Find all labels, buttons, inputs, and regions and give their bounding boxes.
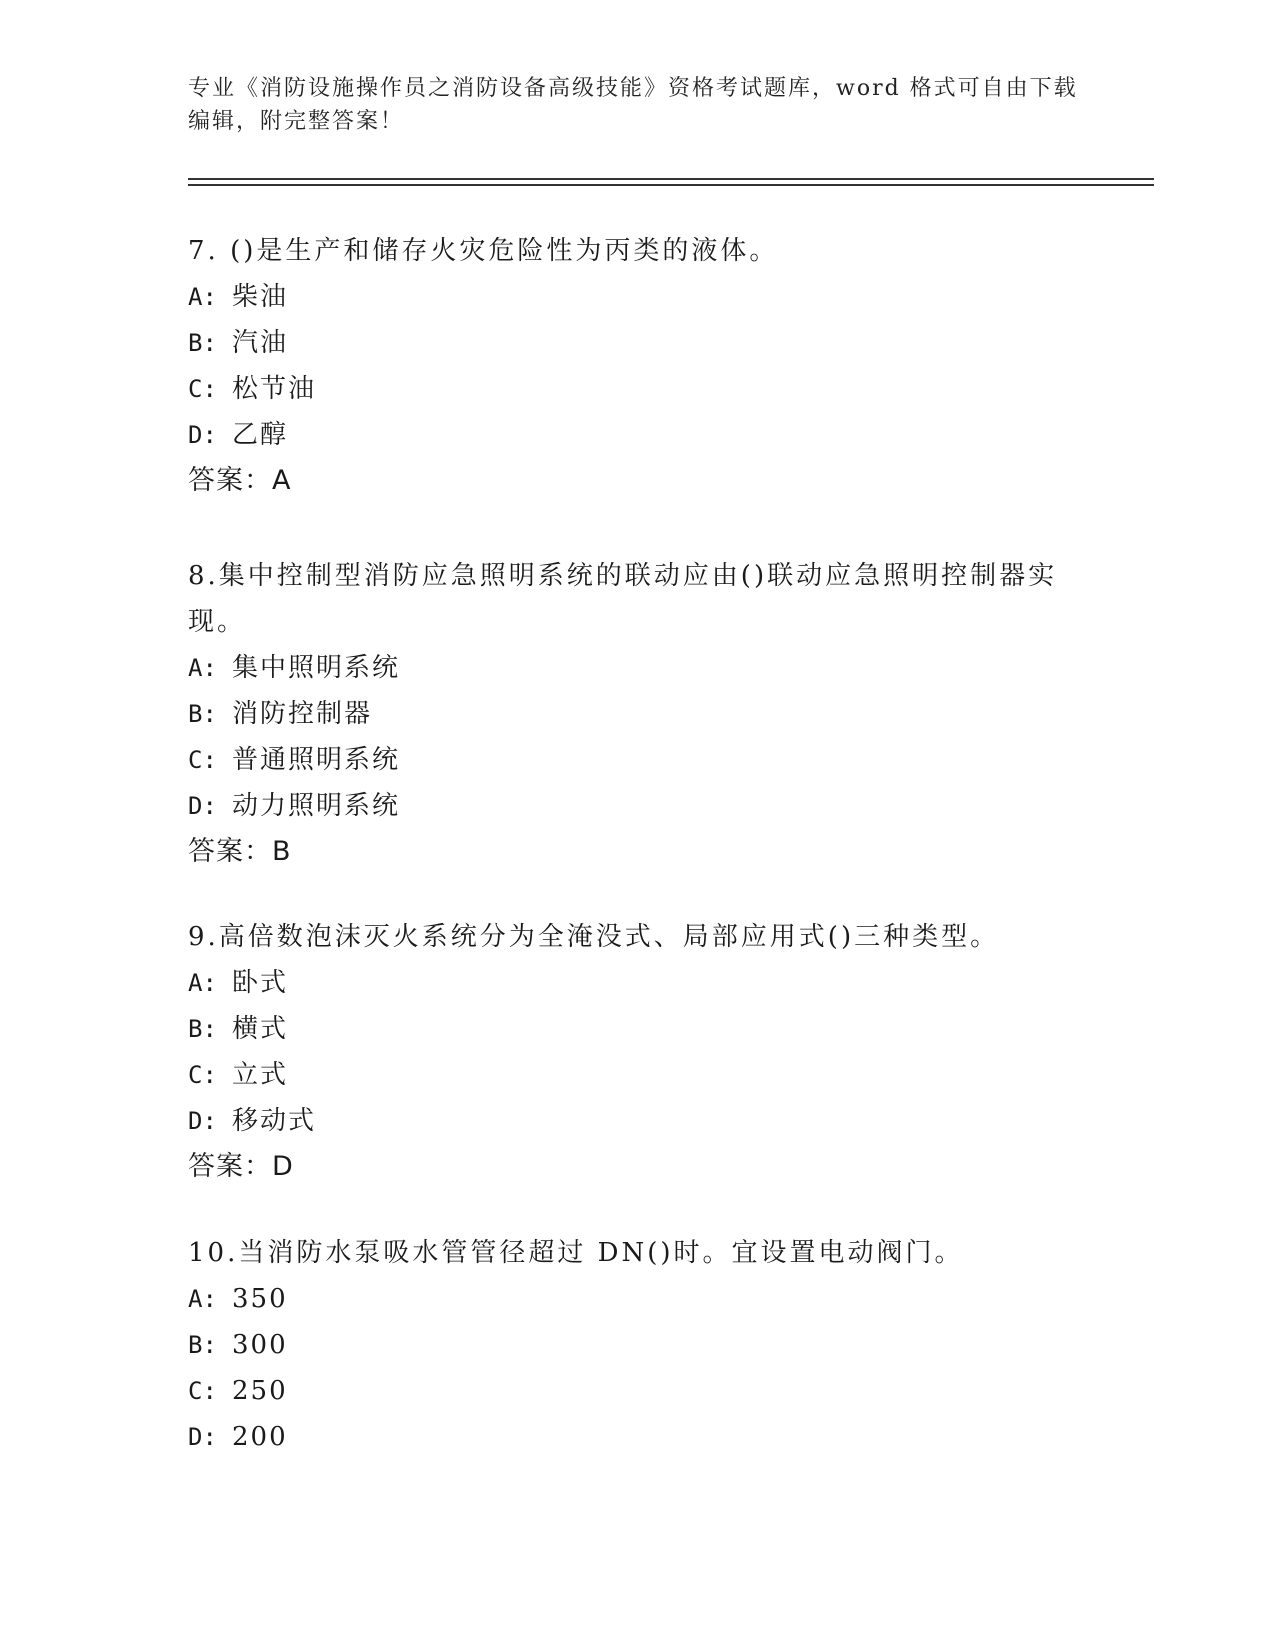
answer-line: 答案：D	[188, 1151, 294, 1182]
option-label: D:	[188, 792, 217, 820]
header-divider-bottom	[188, 184, 1154, 186]
question-9	[188, 914, 1088, 1190]
option-label: A:	[188, 969, 217, 997]
question-10	[188, 1230, 1088, 1460]
question-stem: 10.当消防水泵吸水管管径超过 DN()时。宜设置电动阀门。	[188, 1238, 964, 1268]
option-a	[188, 274, 1088, 320]
option-text: 200	[232, 1422, 288, 1452]
option-c	[188, 366, 1088, 412]
option-d	[188, 783, 1088, 829]
option-text: 松节油	[232, 374, 317, 404]
option-text: 卧式	[232, 968, 289, 998]
option-text: 立式	[232, 1060, 289, 1090]
option-text: 柴油	[232, 282, 289, 312]
question-stem: 8.集中控制型消防应急照明系统的联动应由()联动应急照明控制器实现。	[188, 561, 1058, 637]
option-label: C:	[188, 1377, 217, 1405]
option-text: 350	[232, 1284, 288, 1314]
question-7	[188, 228, 1088, 504]
option-d	[188, 1098, 1088, 1144]
option-b	[188, 691, 1088, 737]
option-text: 乙醇	[232, 420, 289, 450]
option-label: A:	[188, 283, 217, 311]
option-label: D:	[188, 1423, 217, 1451]
option-label: A:	[188, 1285, 217, 1313]
option-label: D:	[188, 421, 217, 449]
option-text: 移动式	[232, 1106, 317, 1136]
option-b	[188, 320, 1088, 366]
option-a	[188, 1276, 1088, 1322]
option-text: 300	[232, 1330, 288, 1360]
option-label: B:	[188, 1015, 217, 1043]
question-stem: 7. ()是生产和储存火灾危险性为丙类的液体。	[188, 236, 779, 266]
option-label: B:	[188, 1331, 217, 1359]
option-b	[188, 1006, 1088, 1052]
header-divider-top	[188, 178, 1154, 180]
option-label: A:	[188, 654, 217, 682]
option-label: C:	[188, 1061, 217, 1089]
option-d	[188, 1414, 1088, 1460]
document-intro: 专业《消防设施操作员之消防设备高级技能》资格考试题库，word 格式可自由下载编辑，附完整答案！	[188, 76, 1078, 134]
option-label: C:	[188, 375, 217, 403]
answer-line: 答案：B	[188, 836, 292, 867]
option-a	[188, 645, 1088, 691]
option-text: 消防控制器	[232, 699, 373, 729]
option-a	[188, 960, 1088, 1006]
question-stem: 9.高倍数泡沫灭火系统分为全淹没式、局部应用式()三种类型。	[188, 922, 1000, 952]
question-8	[188, 553, 1088, 875]
option-text: 集中照明系统	[232, 653, 401, 683]
option-label: C:	[188, 746, 217, 774]
option-c	[188, 1368, 1088, 1414]
option-c	[188, 737, 1088, 783]
option-label: B:	[188, 329, 217, 357]
option-label: B:	[188, 700, 217, 728]
option-text: 250	[232, 1376, 288, 1406]
option-text: 普通照明系统	[232, 745, 401, 775]
option-label: D:	[188, 1107, 217, 1135]
answer-line: 答案：A	[188, 465, 292, 496]
option-b	[188, 1322, 1088, 1368]
option-text: 横式	[232, 1014, 289, 1044]
option-text: 汽油	[232, 328, 289, 358]
option-c	[188, 1052, 1088, 1098]
option-d	[188, 412, 1088, 458]
option-text: 动力照明系统	[232, 791, 401, 821]
